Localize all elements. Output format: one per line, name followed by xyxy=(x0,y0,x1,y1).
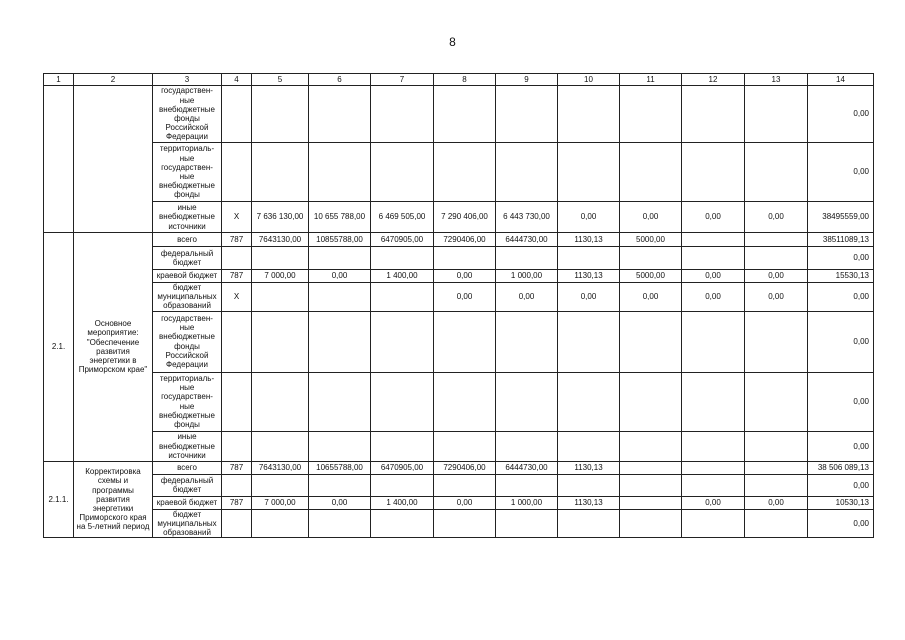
header-cell: 14 xyxy=(808,74,874,86)
header-cell: 11 xyxy=(620,74,682,86)
value-cell: 0,00 xyxy=(496,283,558,312)
funding-source: государствен-ные внебюджетные фонды Российской Федерации xyxy=(153,311,222,372)
value-cell xyxy=(222,509,252,538)
header-cell: 6 xyxy=(309,74,371,86)
value-cell xyxy=(434,143,496,202)
value-cell xyxy=(252,509,309,538)
value-cell xyxy=(496,372,558,431)
value-cell xyxy=(252,143,309,202)
value-cell xyxy=(222,86,252,143)
item-name: Корректировка схемы и программы развития энергетики Приморского края на 5-летний период xyxy=(74,461,153,538)
total-cell: 0,00 xyxy=(808,311,874,372)
value-cell xyxy=(496,311,558,372)
value-cell xyxy=(222,474,252,496)
header-cell: 8 xyxy=(434,74,496,86)
funding-source: краевой бюджет xyxy=(153,496,222,509)
value-cell xyxy=(558,143,620,202)
value-cell xyxy=(222,311,252,372)
value-cell xyxy=(309,247,371,270)
funding-source: территориаль-ные государствен-ные внебюджетные фонды xyxy=(153,143,222,202)
value-cell xyxy=(558,86,620,143)
page-number: 8 xyxy=(449,35,456,49)
value-cell: 1 000,00 xyxy=(496,496,558,509)
value-cell: 0,00 xyxy=(558,202,620,233)
value-cell xyxy=(620,372,682,431)
value-cell: 7 290 406,00 xyxy=(434,202,496,233)
value-cell xyxy=(222,247,252,270)
value-cell xyxy=(745,372,808,431)
value-cell xyxy=(222,143,252,202)
funding-source: территориаль-ные государствен-ные внебюджетные фонды xyxy=(153,372,222,431)
value-cell xyxy=(620,431,682,461)
value-cell xyxy=(496,247,558,270)
table-row xyxy=(44,372,874,431)
funding-source: всего xyxy=(153,233,222,247)
header-cell: 7 xyxy=(371,74,434,86)
value-cell xyxy=(371,86,434,143)
header-cell: 4 xyxy=(222,74,252,86)
funding-source: краевой бюджет xyxy=(153,270,222,283)
value-cell xyxy=(682,247,745,270)
value-cell xyxy=(434,311,496,372)
value-cell xyxy=(222,431,252,461)
header-cell: 12 xyxy=(682,74,745,86)
value-cell xyxy=(371,143,434,202)
funding-source: государствен-ные внебюджетные фонды Российской Федерации xyxy=(153,86,222,143)
value-cell xyxy=(620,247,682,270)
value-cell: 0,00 xyxy=(682,270,745,283)
item-code xyxy=(44,86,74,233)
value-cell: 0,00 xyxy=(620,202,682,233)
total-cell: 0,00 xyxy=(808,372,874,431)
header-cell: 2 xyxy=(74,74,153,86)
value-cell xyxy=(496,143,558,202)
value-cell xyxy=(371,431,434,461)
header-cell: 3 xyxy=(153,74,222,86)
value-cell xyxy=(558,311,620,372)
value-cell xyxy=(309,431,371,461)
total-cell: 0,00 xyxy=(808,247,874,270)
value-cell: 7 000,00 xyxy=(252,496,309,509)
header-cell: 9 xyxy=(496,74,558,86)
value-cell: 6 469 505,00 xyxy=(371,202,434,233)
value-cell xyxy=(558,509,620,538)
value-cell: 7 000,00 xyxy=(252,270,309,283)
value-cell xyxy=(745,431,808,461)
value-cell xyxy=(371,474,434,496)
total-cell: 38511089,13 xyxy=(808,233,874,247)
value-cell: 6444730,00 xyxy=(496,461,558,474)
value-cell xyxy=(252,474,309,496)
value-cell xyxy=(745,247,808,270)
value-cell xyxy=(682,86,745,143)
value-cell xyxy=(496,474,558,496)
table-row xyxy=(44,496,874,509)
value-cell: 1130,13 xyxy=(558,461,620,474)
value-cell: 0,00 xyxy=(745,270,808,283)
item-code: 2.1. xyxy=(44,233,74,462)
value-cell: 0,00 xyxy=(745,496,808,509)
value-cell: 10 655 788,00 xyxy=(309,202,371,233)
value-cell xyxy=(309,143,371,202)
value-cell: 7643130,00 xyxy=(252,461,309,474)
value-cell: 0,00 xyxy=(309,496,371,509)
funding-source: всего xyxy=(153,461,222,474)
value-cell xyxy=(682,233,745,247)
value-cell: 787 xyxy=(222,461,252,474)
value-cell: 6470905,00 xyxy=(371,461,434,474)
total-cell: 10530,13 xyxy=(808,496,874,509)
value-cell xyxy=(371,283,434,312)
value-cell xyxy=(745,86,808,143)
total-cell: 0,00 xyxy=(808,86,874,143)
value-cell xyxy=(745,461,808,474)
value-cell: 7643130,00 xyxy=(252,233,309,247)
value-cell: 6 443 730,00 xyxy=(496,202,558,233)
value-cell xyxy=(309,372,371,431)
value-cell xyxy=(252,247,309,270)
item-name xyxy=(74,86,153,233)
table-row xyxy=(44,143,874,202)
value-cell: 787 xyxy=(222,233,252,247)
total-cell: 0,00 xyxy=(808,283,874,312)
value-cell xyxy=(558,474,620,496)
value-cell xyxy=(434,372,496,431)
table-row xyxy=(44,431,874,461)
value-cell: 0,00 xyxy=(309,270,371,283)
value-cell: 10655788,00 xyxy=(309,461,371,474)
value-cell: X xyxy=(222,283,252,312)
value-cell xyxy=(745,311,808,372)
value-cell: 0,00 xyxy=(682,202,745,233)
value-cell xyxy=(371,372,434,431)
item-code: 2.1.1. xyxy=(44,461,74,538)
total-cell: 38495559,00 xyxy=(808,202,874,233)
value-cell xyxy=(309,474,371,496)
value-cell xyxy=(558,431,620,461)
value-cell: 7290406,00 xyxy=(434,461,496,474)
table-row xyxy=(44,270,874,283)
value-cell: 0,00 xyxy=(682,496,745,509)
table-row xyxy=(44,86,874,143)
budget-table xyxy=(43,73,874,538)
value-cell xyxy=(620,143,682,202)
value-cell xyxy=(434,247,496,270)
table-row xyxy=(44,233,874,247)
value-cell xyxy=(682,311,745,372)
table-row xyxy=(44,247,874,270)
value-cell xyxy=(309,283,371,312)
funding-source: федеральный бюджет xyxy=(153,247,222,270)
table-row xyxy=(44,461,874,474)
value-cell xyxy=(434,86,496,143)
value-cell: 10855788,00 xyxy=(309,233,371,247)
funding-source: бюджет муниципальных образований xyxy=(153,283,222,312)
value-cell: 0,00 xyxy=(558,283,620,312)
value-cell xyxy=(252,372,309,431)
header-cell: 13 xyxy=(745,74,808,86)
value-cell xyxy=(745,474,808,496)
value-cell: 0,00 xyxy=(682,283,745,312)
value-cell xyxy=(620,86,682,143)
value-cell: X xyxy=(222,202,252,233)
value-cell xyxy=(682,474,745,496)
value-cell: 0,00 xyxy=(434,496,496,509)
value-cell: 1130,13 xyxy=(558,233,620,247)
header-cell: 1 xyxy=(44,74,74,86)
value-cell xyxy=(620,474,682,496)
total-cell: 38 506 089,13 xyxy=(808,461,874,474)
total-cell: 0,00 xyxy=(808,143,874,202)
value-cell: 1 400,00 xyxy=(371,496,434,509)
value-cell: 6470905,00 xyxy=(371,233,434,247)
value-cell xyxy=(620,461,682,474)
value-cell: 787 xyxy=(222,496,252,509)
total-cell: 0,00 xyxy=(808,509,874,538)
value-cell: 0,00 xyxy=(745,202,808,233)
table-row xyxy=(44,474,874,496)
value-cell xyxy=(252,86,309,143)
value-cell xyxy=(745,509,808,538)
header-cell: 5 xyxy=(252,74,309,86)
value-cell: 0,00 xyxy=(434,270,496,283)
value-cell xyxy=(434,509,496,538)
value-cell xyxy=(558,372,620,431)
value-cell: 0,00 xyxy=(434,283,496,312)
value-cell xyxy=(682,461,745,474)
value-cell xyxy=(682,431,745,461)
value-cell xyxy=(496,86,558,143)
table-row xyxy=(44,509,874,538)
value-cell: 5000,00 xyxy=(620,270,682,283)
value-cell xyxy=(309,509,371,538)
value-cell: 787 xyxy=(222,270,252,283)
value-cell: 1 000,00 xyxy=(496,270,558,283)
total-cell: 15530,13 xyxy=(808,270,874,283)
value-cell: 7290406,00 xyxy=(434,233,496,247)
value-cell xyxy=(252,283,309,312)
value-cell xyxy=(745,233,808,247)
value-cell xyxy=(682,509,745,538)
value-cell xyxy=(558,247,620,270)
value-cell xyxy=(434,474,496,496)
table-row xyxy=(44,283,874,312)
table-row xyxy=(44,311,874,372)
value-cell: 1130,13 xyxy=(558,270,620,283)
value-cell xyxy=(620,496,682,509)
value-cell xyxy=(745,143,808,202)
funding-source: федеральный бюджет xyxy=(153,474,222,496)
value-cell xyxy=(682,372,745,431)
value-cell: 0,00 xyxy=(620,283,682,312)
total-cell: 0,00 xyxy=(808,474,874,496)
value-cell: 5000,00 xyxy=(620,233,682,247)
value-cell xyxy=(309,86,371,143)
value-cell xyxy=(222,372,252,431)
funding-source: бюджет муниципальных образований xyxy=(153,509,222,538)
item-name: Основное мероприятие: "Обеспечение развития энергетики в Приморском крае" xyxy=(74,233,153,462)
table-row xyxy=(44,202,874,233)
value-cell xyxy=(682,143,745,202)
value-cell: 1130,13 xyxy=(558,496,620,509)
value-cell: 1 400,00 xyxy=(371,270,434,283)
header-cell: 10 xyxy=(558,74,620,86)
value-cell: 7 636 130,00 xyxy=(252,202,309,233)
total-cell: 0,00 xyxy=(808,431,874,461)
header-row xyxy=(44,74,874,86)
value-cell xyxy=(620,311,682,372)
value-cell xyxy=(252,431,309,461)
value-cell xyxy=(371,509,434,538)
value-cell xyxy=(620,509,682,538)
value-cell xyxy=(371,247,434,270)
value-cell xyxy=(434,431,496,461)
value-cell xyxy=(496,509,558,538)
value-cell xyxy=(252,311,309,372)
value-cell: 0,00 xyxy=(745,283,808,312)
funding-source: иные внебюджетные источники xyxy=(153,202,222,233)
funding-source: иные внебюджетные источники xyxy=(153,431,222,461)
value-cell xyxy=(496,431,558,461)
value-cell xyxy=(371,311,434,372)
value-cell xyxy=(309,311,371,372)
value-cell: 6444730,00 xyxy=(496,233,558,247)
